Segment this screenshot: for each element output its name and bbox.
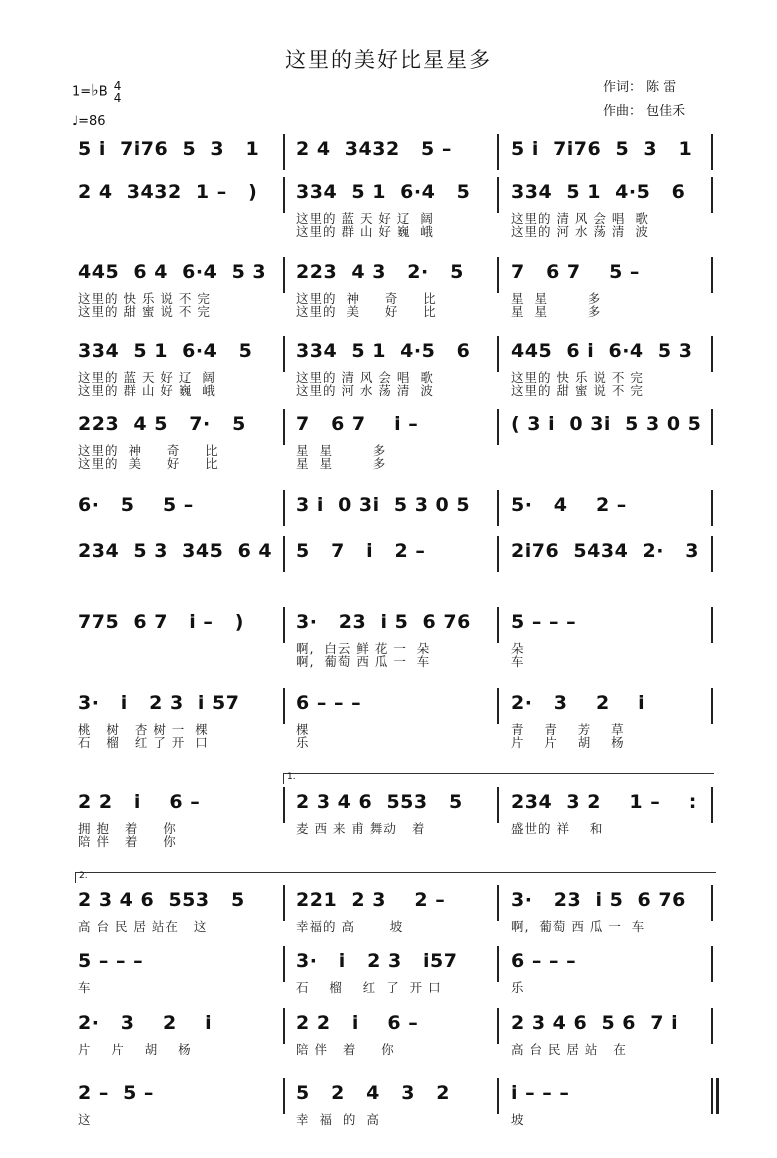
bar-line <box>711 607 713 643</box>
bar-line <box>283 688 285 724</box>
measure-notes: 5 i 7i76 5 3 1 <box>511 138 693 160</box>
lyric-line: 这里的 甜 蜜 说 不 完 <box>78 304 211 319</box>
measure-notes: 6· 5 5 – <box>78 494 194 516</box>
measure-notes: 221 2 3 2 – <box>296 889 446 911</box>
measure-notes: 445 6 i 6·4 5 3 <box>511 340 693 362</box>
lyric-line: 这里的 快 乐 说 不 完 <box>511 370 644 385</box>
lyric-line: 这里的 群 山 好 巍 峨 <box>78 383 216 398</box>
first-ending-bracket: 1. <box>283 773 714 784</box>
lyric-line: 乐 <box>511 980 525 995</box>
lyric-line: 这里的 河 水 荡 清 波 <box>511 224 649 239</box>
song-title: 这里的美好比星星多 <box>285 48 492 72</box>
bar-line <box>497 1008 499 1044</box>
bar-line <box>283 536 285 572</box>
lyric-line: 陪 伴 着 你 <box>296 1042 395 1057</box>
measure-notes: 2 4 3432 5 – <box>296 138 452 160</box>
bar-line <box>283 257 285 293</box>
measure-notes: 2 2 i 6 – <box>296 1012 419 1034</box>
measure-notes: 7 6 7 5 – <box>511 261 640 283</box>
lyric-line: 啊, 葡萄 西 瓜 一 车 <box>296 654 431 669</box>
bar-line <box>497 1078 499 1114</box>
lyric-line: 拥 抱 着 你 <box>78 821 177 836</box>
measure-notes: 2 2 i 6 – <box>78 791 201 813</box>
bar-line <box>283 607 285 643</box>
bar-line <box>497 688 499 724</box>
lyric-line: 幸福的 高 坡 <box>296 919 404 934</box>
bar-line <box>497 336 499 372</box>
bar-line <box>497 134 499 170</box>
measure-notes: 2 – 5 – <box>78 1082 154 1104</box>
lyric-line: 高 台 民 居 站在 这 <box>78 919 208 934</box>
measure-notes: 5· 4 2 – <box>511 494 627 516</box>
measure-notes: 2 3 4 6 553 5 <box>296 791 463 813</box>
lyric-line: 这里的 蓝 天 好 辽 阔 <box>296 211 434 226</box>
lyric-line: 星 星 多 <box>296 456 387 471</box>
bar-line <box>283 177 285 213</box>
measure-notes: 3· i 2 3 i 57 <box>78 692 240 714</box>
bar-line <box>711 1078 713 1114</box>
lyric-line: 幸 福 的 高 <box>296 1112 380 1127</box>
measure-notes: 334 5 1 6·4 5 <box>296 181 471 203</box>
measure-notes: 334 5 1 4·5 6 <box>511 181 686 203</box>
bar-line <box>497 177 499 213</box>
measure-notes: ( 3 i 0 3i 5 3 0 5 <box>511 413 702 435</box>
lyric-line: 这 <box>78 1112 92 1127</box>
bar-line <box>711 134 713 170</box>
lyric-line: 这里的 清 风 会 唱 歌 <box>296 370 434 385</box>
bar-line <box>497 409 499 445</box>
composer-credit: 作曲： 包佳禾 <box>603 104 686 119</box>
measure-notes: 775 6 7 i – ) <box>78 611 244 633</box>
bar-line <box>711 885 713 921</box>
bar-line <box>497 257 499 293</box>
measure-notes: 5 2 4 3 2 <box>296 1082 450 1104</box>
lyric-line: 麦 西 来 甫 舞动 着 <box>296 821 426 836</box>
bar-line <box>711 177 713 213</box>
lyric-line: 片 片 胡 杨 <box>511 735 625 750</box>
final-bar-line <box>716 1078 719 1114</box>
lyric-line: 朵 <box>511 641 525 656</box>
measure-notes: 5 – – – <box>78 950 144 972</box>
bar-line <box>711 536 713 572</box>
measure-notes: 3· 23 i 5 6 76 <box>296 611 471 633</box>
bar-line <box>283 336 285 372</box>
lyric-line: 这里的 快 乐 说 不 完 <box>78 291 211 306</box>
bar-line <box>711 257 713 293</box>
lyric-line: 车 <box>511 654 525 669</box>
lyric-line: 啊, 白云 鲜 花 一 朵 <box>296 641 431 656</box>
measure-notes: 2 4 3432 1 – ) <box>78 181 258 203</box>
lyric-line: 陪 伴 着 你 <box>78 834 177 849</box>
bar-line <box>283 1078 285 1114</box>
measure-notes: 445 6 4 6·4 5 3 <box>78 261 267 283</box>
bar-line <box>497 946 499 982</box>
measure-notes: 2 3 4 6 5 6 7 i <box>511 1012 679 1034</box>
lyric-line: 这里的 美 好 比 <box>78 456 219 471</box>
bar-line <box>283 134 285 170</box>
bar-line <box>711 688 713 724</box>
measure-notes: 5 i 7i76 5 3 1 <box>78 138 260 160</box>
tempo-marking: ♩=86 <box>72 114 106 129</box>
measure-notes: 223 4 5 7· 5 <box>78 413 246 435</box>
measure-notes: 6 – – – <box>296 692 362 714</box>
bar-line <box>711 1008 713 1044</box>
bar-line <box>283 885 285 921</box>
bar-line <box>283 946 285 982</box>
measure-notes: 3· 23 i 5 6 76 <box>511 889 686 911</box>
lyric-line: 石 榴 红 了 开 口 <box>296 980 442 995</box>
key-signature: 1=♭B 4 4 <box>72 79 122 105</box>
bar-line <box>497 536 499 572</box>
measure-notes: 3 i 0 3i 5 3 0 5 <box>296 494 471 516</box>
lyric-line: 这里的 群 山 好 巍 峨 <box>296 224 434 239</box>
bar-line <box>711 946 713 982</box>
lyric-line: 啊, 葡萄 西 瓜 一 车 <box>511 919 646 934</box>
bar-line <box>497 787 499 823</box>
lyric-line: 星 星 多 <box>296 443 387 458</box>
measure-notes: 2· 3 2 i <box>511 692 646 714</box>
measure-notes: 334 5 1 6·4 5 <box>78 340 253 362</box>
lyric-line: 这里的 甜 蜜 说 不 完 <box>511 383 644 398</box>
lyric-line: 车 <box>78 980 92 995</box>
bar-line <box>711 409 713 445</box>
measure-notes: 5 – – – <box>511 611 577 633</box>
lyric-line: 这里的 神 奇 比 <box>296 291 437 306</box>
measure-notes: 5 7 i 2 – <box>296 540 426 562</box>
lyric-line: 这里的 蓝 天 好 辽 阔 <box>78 370 216 385</box>
lyric-line: 坡 <box>511 1112 525 1127</box>
bar-line <box>711 336 713 372</box>
measure-notes: 2i76 5434 2· 3 <box>511 540 700 562</box>
measure-notes: i – – – <box>511 1082 570 1104</box>
lyric-line: 高 台 民 居 站 在 <box>511 1042 627 1057</box>
bar-line <box>711 787 713 823</box>
measure-notes: 234 3 2 1 – : <box>511 791 697 813</box>
bar-line <box>711 490 713 526</box>
bar-line <box>283 490 285 526</box>
lyric-line: 这里的 清 风 会 唱 歌 <box>511 211 649 226</box>
measure-notes: 2 3 4 6 553 5 <box>78 889 245 911</box>
measure-notes: 7 6 7 i – <box>296 413 419 435</box>
lyric-line: 星 星 多 <box>511 291 602 306</box>
lyric-line: 石 榴 红 了 开 口 <box>78 735 209 750</box>
quarter-note-icon: ♩ <box>72 114 79 129</box>
lyric-line: 青 青 芳 草 <box>511 722 625 737</box>
bar-line <box>497 490 499 526</box>
lyric-line: 盛世的 祥 和 <box>511 821 604 836</box>
lyric-line: 星 星 多 <box>511 304 602 319</box>
lyric-line: 这里的 河 水 荡 清 波 <box>296 383 434 398</box>
bar-line <box>283 787 285 823</box>
measure-notes: 234 5 3 345 6 4 <box>78 540 273 562</box>
lyric-line: 这里的 美 好 比 <box>296 304 437 319</box>
bar-line <box>283 1008 285 1044</box>
measure-notes: 334 5 1 4·5 6 <box>296 340 471 362</box>
lyricist-credit: 作词： 陈 雷 <box>603 80 677 95</box>
lyric-line: 片 片 胡 杨 <box>78 1042 192 1057</box>
measure-notes: 223 4 3 2· 5 <box>296 261 464 283</box>
bar-line <box>497 607 499 643</box>
bar-line <box>283 409 285 445</box>
second-ending-bracket: 2. <box>75 872 716 883</box>
lyric-line: 这里的 神 奇 比 <box>78 443 219 458</box>
lyric-line: 棵 <box>296 722 310 737</box>
measure-notes: 3· i 2 3 i57 <box>296 950 458 972</box>
measure-notes: 2· 3 2 i <box>78 1012 213 1034</box>
bar-line <box>497 885 499 921</box>
lyric-line: 桃 树 杏 树 一 棵 <box>78 722 209 737</box>
lyric-line: 乐 <box>296 735 310 750</box>
measure-notes: 6 – – – <box>511 950 577 972</box>
time-signature: 4 4 <box>113 79 122 105</box>
